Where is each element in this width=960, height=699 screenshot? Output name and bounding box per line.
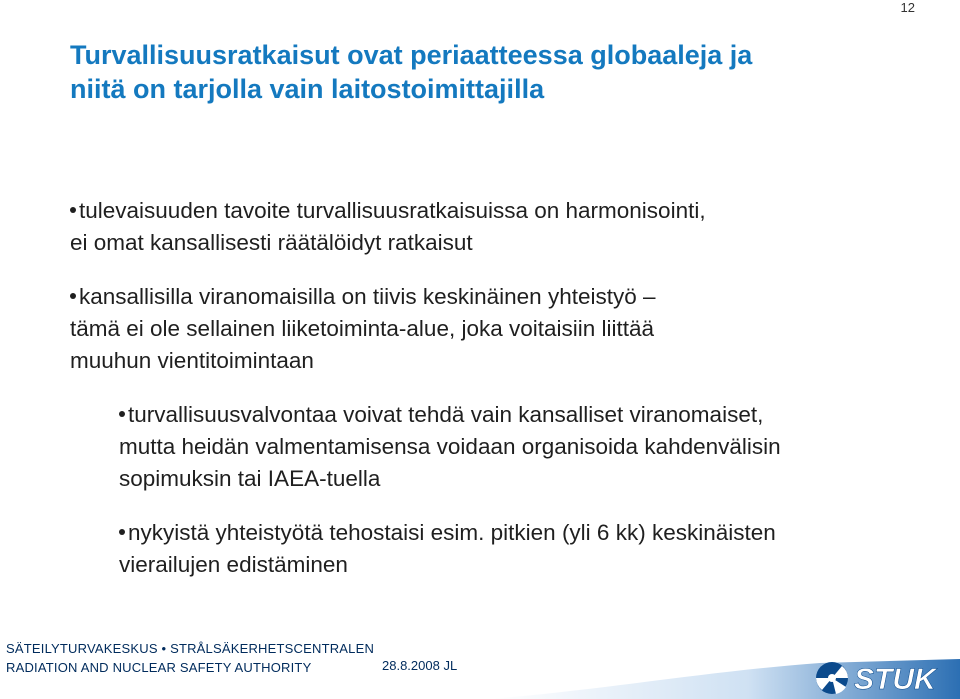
bullet-dot-icon [70, 293, 76, 299]
footer-org-line-2: RADIATION AND NUCLEAR SAFETY AUTHORITY [6, 660, 312, 675]
slide-title-line-2: niitä on tarjolla vain laitostoimittajilla [70, 74, 545, 104]
sub-bullet-line: vierailujen edistäminen [119, 552, 348, 577]
bullet-text: tulevaisuuden tavoite turvallisuusratkaisuissa on harmonisointi, [79, 198, 706, 223]
sub-bullet-line [119, 399, 940, 431]
slide-footer [0, 639, 960, 699]
logo-text: STUK [854, 663, 936, 696]
sub-bullet-line: sopimuksin tai IAEA-tuella [119, 466, 381, 491]
slide-content [70, 195, 940, 603]
bullet-line: ei omat kansallisesti räätälöidyt ratkaisut [70, 230, 473, 255]
footer-organization [6, 639, 374, 677]
bullet-line [70, 195, 940, 227]
sub-bullet-text: turvallisuusvalvontaa voivat tehdä vain kansalliset viranomaiset, [128, 402, 764, 427]
sub-bullet-line: mutta heidän valmentamisensa voidaan organisoida kahdenvälisin [119, 434, 781, 459]
sub-bullet-item [119, 517, 940, 581]
slide-title-line-1: Turvallisuusratkaisut ovat periaatteessa globaaleja ja [70, 40, 753, 70]
sub-bullet-item [119, 399, 940, 495]
footer-org-line-1: SÄTEILYTURVAKESKUS • STRÅLSÄKERHETSCENTRALEN [6, 641, 375, 656]
bullet-line [70, 281, 940, 313]
bullet-dot-icon [119, 411, 125, 417]
sub-bullet-text: nykyistä yhteistyötä tehostaisi esim. pitkien (yli 6 kk) keskinäisten [128, 520, 776, 545]
stuk-logo-graphic [490, 649, 960, 699]
sub-bullet-line [119, 517, 940, 549]
footer-date: 28.8.2008 JL [382, 658, 458, 673]
logo-radiation-icon [816, 662, 848, 694]
stuk-logo [490, 649, 960, 699]
bullet-dot-icon [70, 207, 76, 213]
slide-title [70, 38, 930, 106]
bullet-line: muuhun vientitoimintaan [70, 348, 314, 373]
bullet-item [70, 281, 940, 377]
bullet-item [70, 195, 940, 259]
page-number: 12 [900, 0, 915, 15]
bullet-text: kansallisilla viranomaisilla on tiivis keskinäinen yhteistyö – [79, 284, 656, 309]
bullet-line: tämä ei ole sellainen liiketoiminta-alue, joka voitaisiin liittää [70, 316, 655, 341]
bullet-dot-icon [119, 529, 125, 535]
